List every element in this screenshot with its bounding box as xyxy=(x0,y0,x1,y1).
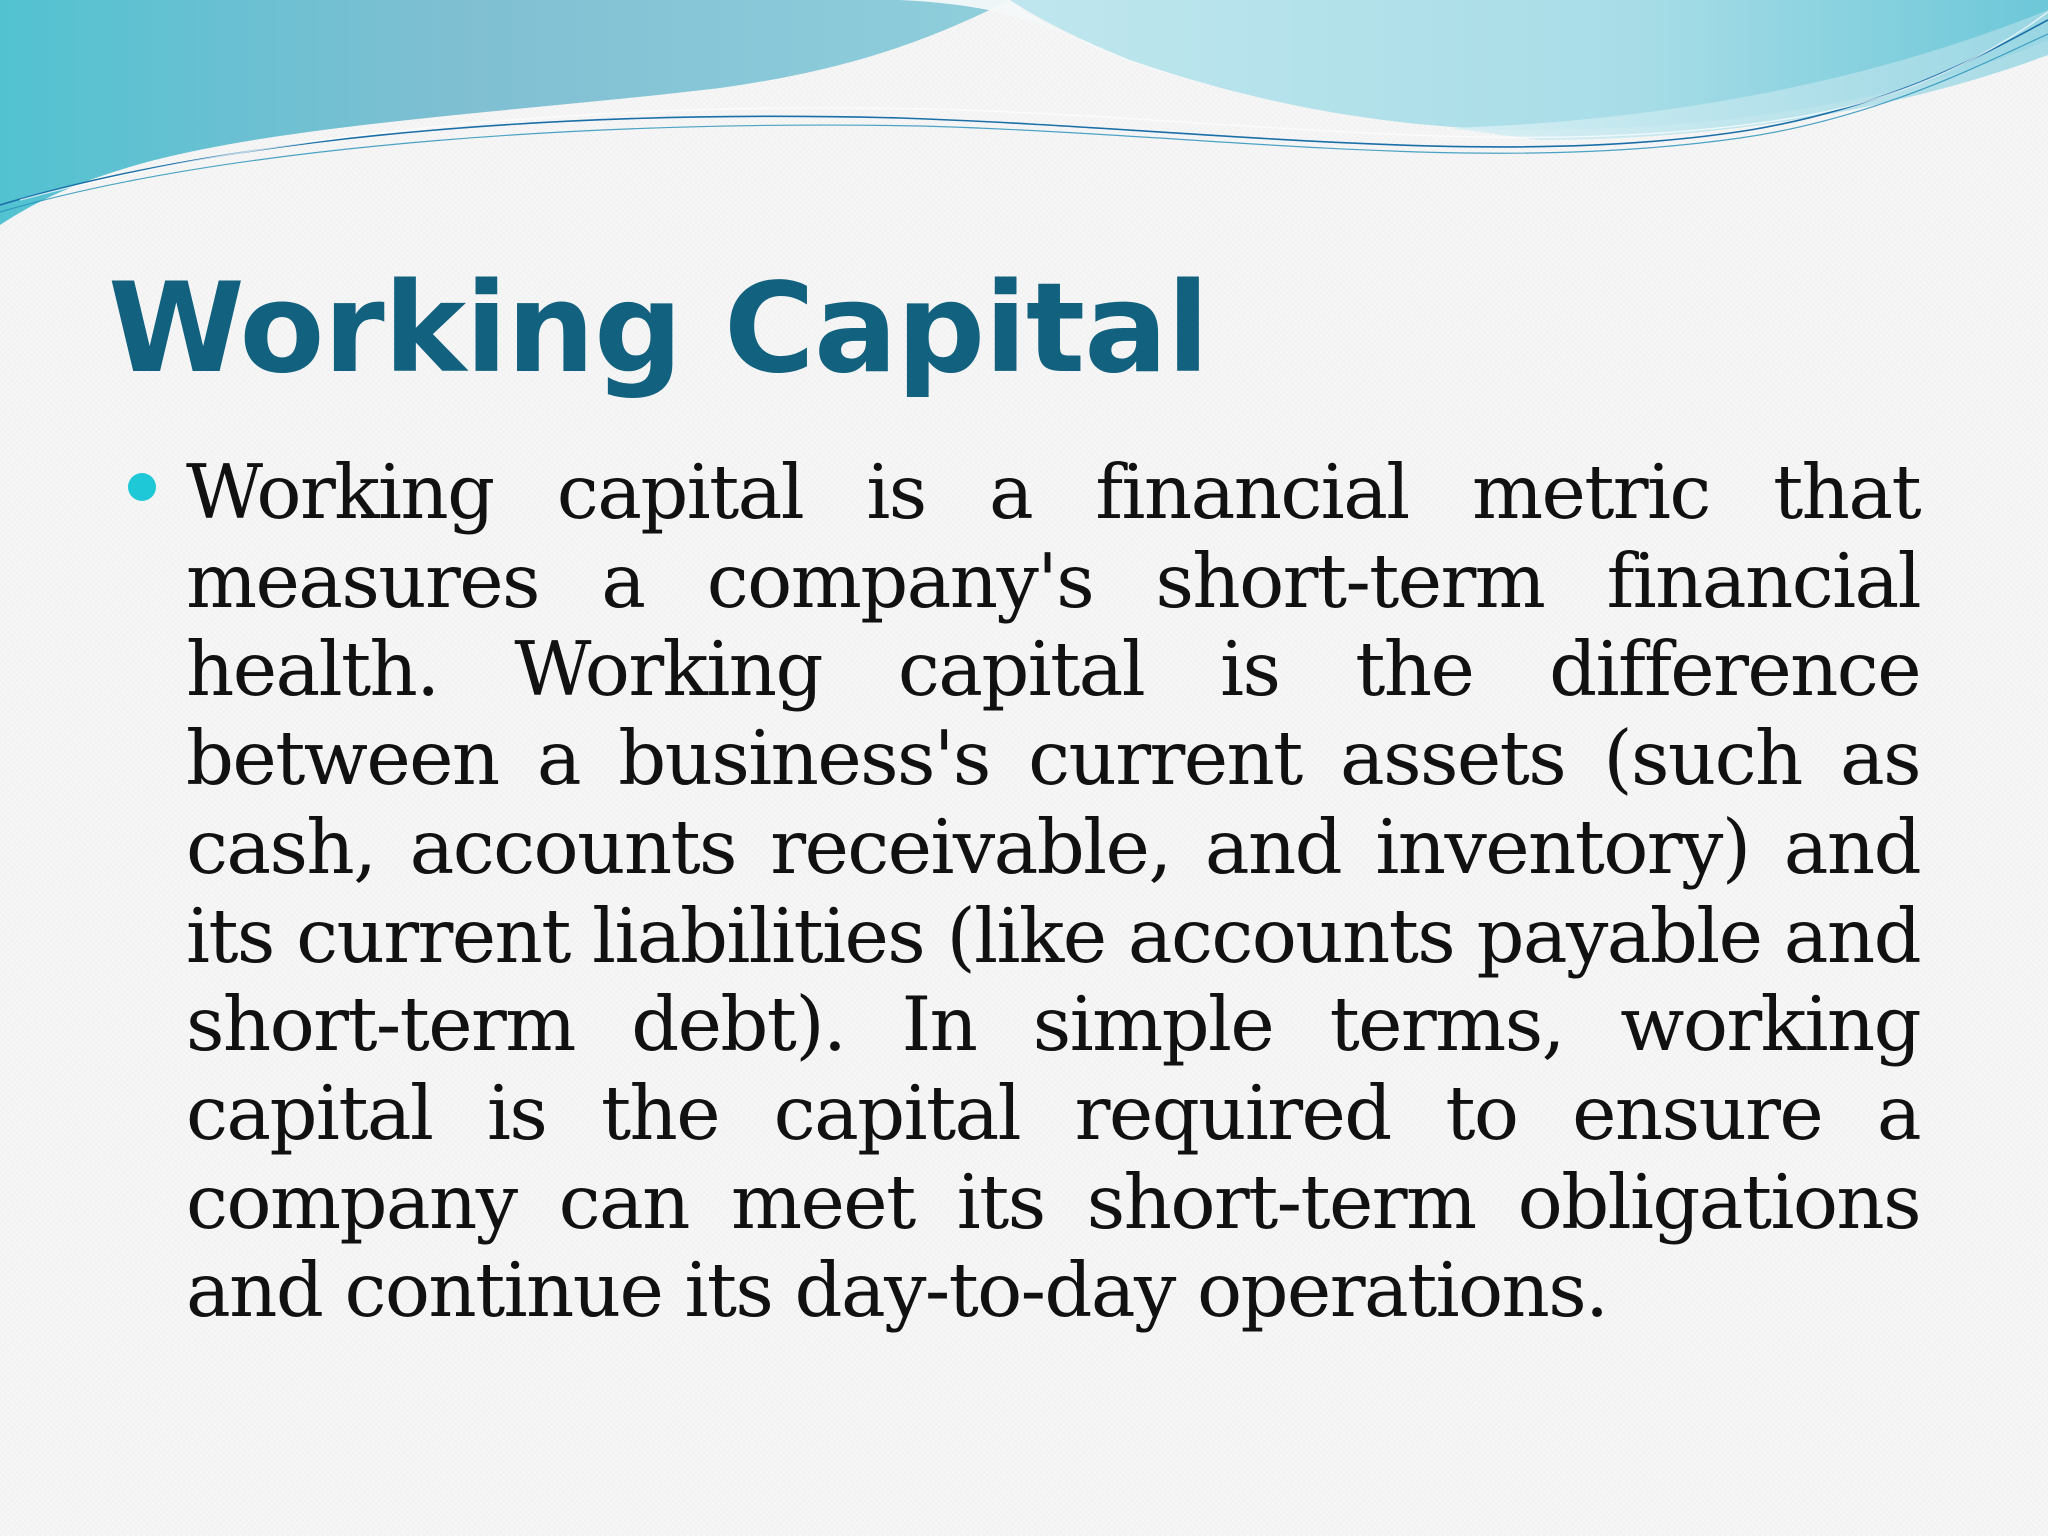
bullet-dot-icon xyxy=(128,473,156,501)
bullet-text: Working capital is a financial metric that measures a company's short-term financial health. Working capital is the difference between a business's current assets (such as cash, accounts receivable, and inventory) and its current liabilities (like accounts payable and short-term debt). In simple terms, working capital is the capital required to ensure a company can meet its short-term obligations and continue its day-to-day operations. xyxy=(186,448,1920,1335)
header-wave-decoration xyxy=(0,0,2048,240)
bullet-list xyxy=(128,448,1920,1335)
bullet-item xyxy=(128,448,1920,1335)
slide-title: Working Capital xyxy=(108,257,1209,401)
